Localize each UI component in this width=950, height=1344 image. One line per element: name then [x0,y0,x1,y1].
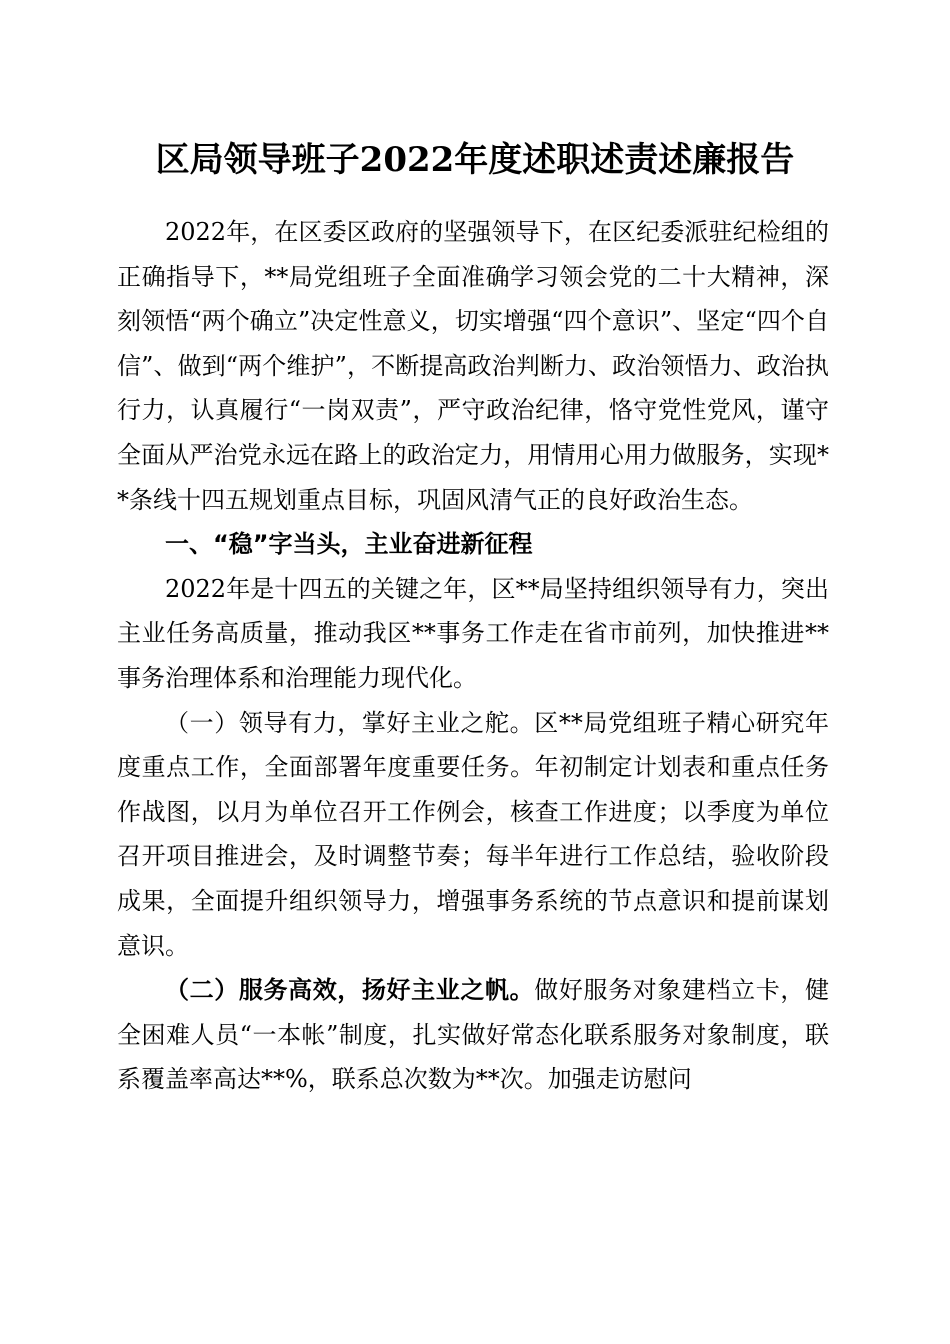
item-paragraph-1 [117,701,829,969]
item-text-2: 做好服务对象建档立卡，健全困难人员“一本帐”制度，扎实做好常态化联系服务对象制度，联系覆盖率高达**%，联系总次数为**次。加强走访慰问 [117,976,830,1094]
item-lead-1: （一）领导有力，掌好主业之舵。 [165,708,535,737]
item-lead-2: （二）服务高效，扬好主业之帆。 [165,975,535,1005]
document-title: 区局领导班子2022年度述职述责述廉报告 [155,140,795,180]
item-paragraph-2 [117,968,829,1102]
document-body [117,210,829,1102]
intro-paragraph: 2022年，在区委区政府的坚强领导下，在区纪委派驻纪检组的正确指导下，**局党组班子全面准确学习领会党的二十大精神，深刻领悟“两个确立”决定性意义，切实增强“四个意识”、坚定“四个自信”、做到“两个维护”，不断提高政治判断力、政治领悟力、政治执行力，认真履行“一岗双责”，严守政治纪律，恪守党性党风，谨守全面从严治党永远在路上的政治定力，用情用心用力做服务，实现**条线十四五规划重点目标，巩固风清气正的良好政治生态。 [117,218,829,514]
item-text-1: 区**局党组班子精心研究年度重点工作，全面部署年度重要任务。年初制定计划表和重点任务作战图，以月为单位召开工作例会，核查工作进度；以季度为单位召开项目推进会，及时调整节奏；每半年进行工作总结，验收阶段成果，全面提升组织领导力，增强事务系统的节点意识和提前谋划意识。 [117,708,830,960]
section-intro-paragraph: 2022年是十四五的关键之年，区**局坚持组织领导有力，突出主业任务高质量，推动我区**事务工作走在省市前列，加快推进**事务治理体系和治理能力现代化。 [117,574,829,692]
section-heading: 一、“稳”字当头，主业奋进新征程 [165,530,533,559]
